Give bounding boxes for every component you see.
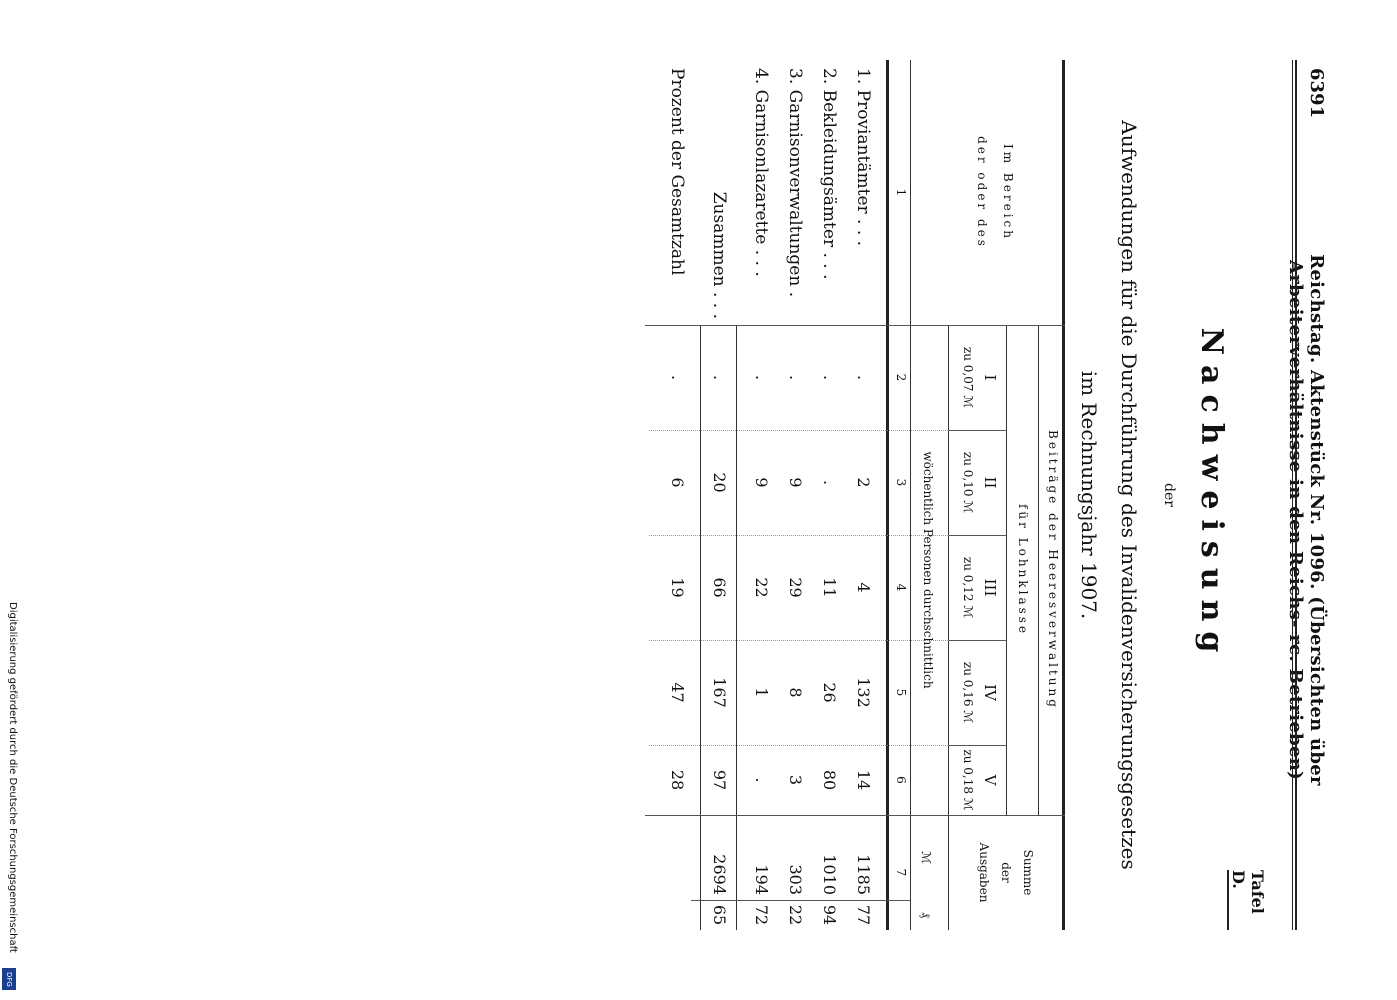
dfg-logo: DFG	[2, 968, 16, 990]
row-3-mark: 303	[786, 864, 805, 895]
group-rule	[1038, 325, 1039, 815]
col1-header-line1: Im Bereich	[1001, 144, 1015, 241]
data-table	[385, 60, 1065, 930]
class-5-roman: V	[981, 774, 999, 786]
class-4-rate: zu 0,16 ℳ	[961, 661, 975, 724]
class-4-roman: IV	[981, 684, 999, 701]
row-3-pf: 22	[786, 904, 805, 926]
subgroup-header: für Lohnklasse	[1016, 503, 1030, 637]
row-2-pf: 94	[820, 904, 839, 926]
colnum-2: 2	[894, 373, 908, 382]
table-top-rule	[1062, 60, 1065, 930]
row-label-4: 4. Garnisonlazarette . . .	[751, 68, 771, 277]
total-c1: .	[710, 374, 729, 381]
percent-c5: 28	[668, 769, 687, 791]
percent-c1: .	[668, 374, 687, 381]
row-4-pf: 72	[752, 904, 771, 926]
row-2-mark: 1010	[820, 854, 839, 895]
row-3-c3: 29	[786, 577, 805, 598]
total-rule-bottom	[700, 325, 701, 930]
row-2-c3: 11	[820, 577, 839, 598]
running-head: Reichstag. Aktenstück Nr. 1096. (Übersichten über Arbeiterverhältnisse in den Reichs- rc. Betrieben)	[1285, 254, 1327, 786]
tafel-label: Tafel D.	[1227, 870, 1267, 930]
total-c5: 97	[710, 769, 729, 791]
total-c3: 66	[710, 577, 729, 598]
percent-label: Prozent der Gesamtzahl	[667, 68, 687, 276]
running-header	[1285, 60, 1337, 930]
subtitle-line-2: im Rechnungsjahr 1907.	[1077, 370, 1101, 620]
colnum-7: 7	[894, 868, 908, 877]
row-label-1: 1. Proviantämter . . .	[853, 68, 873, 247]
row-4-c4: 1	[752, 687, 771, 698]
row-4-c3: 22	[752, 577, 771, 598]
page-title: Nachweisung	[1194, 327, 1229, 663]
row-3-c4: 8	[786, 687, 805, 698]
class-1-roman: I	[981, 374, 999, 381]
subgroup-rule	[1006, 325, 1007, 815]
row-4-c5: .	[752, 777, 771, 783]
rotated-page	[77, 60, 1337, 930]
row-1-c5: 14	[854, 769, 873, 791]
total-pf: 65	[710, 904, 729, 926]
digitization-credit	[2, 602, 18, 972]
sum-header-line2: der	[999, 862, 1013, 883]
row-2-c4: 26	[820, 682, 839, 703]
total-c4: 167	[710, 677, 729, 708]
col1-header-line2: der oder des	[975, 136, 989, 249]
pf-header: ₰	[919, 912, 933, 918]
row-1-pf: 77	[854, 904, 873, 926]
colnum-5: 5	[894, 688, 908, 697]
row-1-c1: .	[854, 374, 873, 381]
class-1-rate: zu 0,07 ℳ	[961, 346, 975, 409]
percent-c2: 6	[668, 477, 687, 488]
row-4-c1: .	[752, 374, 771, 381]
colnum-rule-top	[910, 60, 911, 930]
row-2-c1: .	[820, 374, 839, 381]
digitization-credit-text: Digitalisierung gefördert durch die Deutsche Forschungsgemeinschaft	[7, 602, 18, 953]
class-rule	[948, 325, 949, 815]
class-5-rate: zu 0,18 ℳ	[961, 749, 975, 811]
total-c2: 20	[710, 472, 729, 493]
subtitle-line-1: Aufwendungen für die Durchführung des Invalidenversicherungsgesetzes	[1117, 120, 1141, 870]
header-rule	[1295, 60, 1297, 930]
class-2-roman: II	[981, 476, 999, 489]
class-3-rate: zu 0,12 ℳ	[961, 556, 975, 619]
row-3-c1: .	[786, 374, 805, 381]
persons-note: wöchentlich Personen durchschnittlich	[921, 451, 935, 689]
row-4-mark: 194	[752, 864, 771, 895]
colnum-rule-bottom	[886, 60, 889, 930]
row-3-c5: 3	[786, 774, 805, 786]
row-1-c3: 4	[854, 582, 873, 593]
sum-header-line1: Summe	[1021, 849, 1035, 896]
colnum-6: 6	[894, 776, 908, 784]
row-4-c2: 9	[752, 477, 771, 488]
total-mark: 2694	[710, 854, 729, 895]
row-2-c5: 80	[820, 769, 839, 791]
total-rule	[736, 325, 737, 930]
row-label-3: 3. Garnisonverwaltungen .	[785, 68, 805, 298]
sum-header-line3: Ausgaben	[977, 842, 991, 903]
group-header: Beiträge der Heeresverwaltung	[1046, 430, 1060, 710]
class-3-roman: III	[981, 578, 999, 597]
percent-c3: 19	[668, 577, 687, 598]
row-1-mark: 1185	[854, 854, 873, 895]
total-label: Zusammen . . .	[709, 191, 729, 319]
colnum-1: 1	[894, 188, 908, 197]
row-1-c2: 2	[854, 477, 873, 488]
row-label-2: 2. Bekleidungsämter . . .	[819, 68, 839, 280]
title-der: der	[1161, 483, 1177, 507]
row-3-c2: 9	[786, 477, 805, 488]
row-1-c4: 132	[854, 677, 873, 708]
sum-rule	[948, 815, 949, 930]
class-2-rate: zu 0,10 ℳ	[961, 451, 975, 514]
colnum-4: 4	[894, 583, 908, 592]
row-2-c2: .	[820, 479, 839, 486]
page-number: 6391	[1306, 68, 1327, 119]
header-rule-thin	[1292, 60, 1293, 930]
colnum-3: 3	[894, 478, 908, 487]
percent-c4: 47	[668, 682, 687, 703]
mark-header: ℳ	[919, 851, 933, 864]
